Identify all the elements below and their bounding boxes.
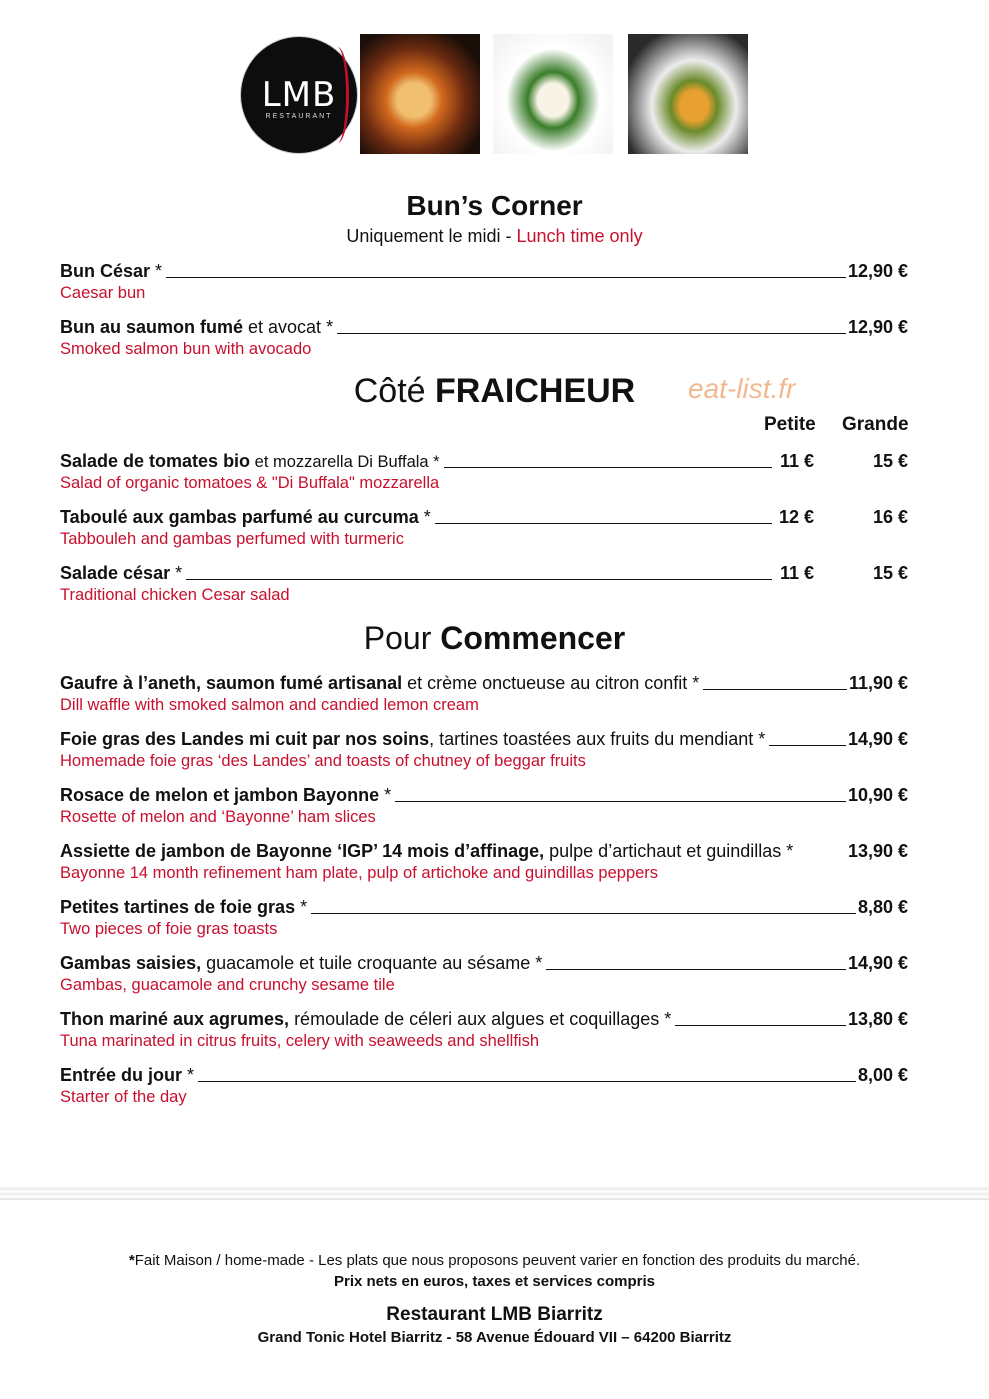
- logo-text: LMB: [261, 75, 337, 115]
- item-name-rest: *: [182, 1065, 195, 1085]
- item-price: 14,90 €: [847, 953, 908, 973]
- item-name: [60, 507, 431, 528]
- title-light: Côté: [353, 372, 436, 410]
- item-name-rest: et mozzarella Di Buffala *: [250, 453, 440, 471]
- item-price-petite: 11 €: [779, 563, 814, 583]
- menu-item: [60, 894, 908, 939]
- footer-prices-note: Prix nets en euros, taxes et services compris: [334, 1273, 655, 1290]
- menu-item: [60, 314, 908, 359]
- leader-line: [435, 522, 772, 524]
- leader-line: [769, 744, 846, 746]
- footer-address: Grand Tonic Hotel Biarritz - 58 Avenue Édouard VII – 64200 Biarritz: [257, 1329, 732, 1346]
- leader-line: [311, 912, 856, 914]
- dish-photo-plated: [628, 34, 748, 154]
- section-subtitle-buns: [0, 226, 989, 247]
- item-name-strong: Salade de tomates bio: [60, 451, 251, 471]
- menu-item: [60, 782, 908, 827]
- item-name-rest: , tartines toastées aux fruits du mendiant *: [429, 729, 766, 749]
- item-name-rest: *: [418, 507, 431, 527]
- item-name: [60, 897, 307, 918]
- item-name-rest: *: [150, 261, 163, 281]
- item-price: 11,90 €: [848, 673, 908, 693]
- item-price-grande: 16 €: [872, 507, 908, 527]
- item-name-strong: Salade césar: [60, 563, 171, 583]
- section-title-buns: Bun’s Corner: [406, 190, 583, 221]
- item-name-strong: Entrée du jour: [60, 1065, 183, 1085]
- watermark: eat-list.fr: [688, 373, 796, 404]
- menu-item: [60, 258, 908, 303]
- item-translation: Traditional chicken Cesar salad: [60, 586, 290, 604]
- item-name: [60, 673, 699, 694]
- item-price: 14,90 €: [847, 729, 908, 749]
- item-name: [60, 317, 333, 338]
- menu-item: [60, 504, 908, 549]
- leader-line: [546, 968, 846, 970]
- title-bold: Commencer: [440, 620, 626, 656]
- item-name: [60, 1065, 194, 1086]
- leader-line: [198, 1080, 856, 1082]
- leader-line: [703, 688, 847, 690]
- item-translation: Tabbouleh and gambas perfumed with turmeric: [60, 530, 404, 548]
- leader-line: [166, 276, 846, 278]
- item-name-strong: Gambas saisies,: [60, 953, 202, 973]
- menu-item: [60, 1006, 908, 1051]
- item-name: [60, 261, 162, 282]
- title-light: Pour: [363, 620, 441, 656]
- item-translation: Caesar bun: [60, 284, 146, 302]
- item-translation: Bayonne 14 month refinement ham plate, pulp of artichoke and guindillas peppers: [60, 864, 659, 882]
- logo-subtext: RESTAURANT: [265, 113, 333, 120]
- item-name-rest: et crème onctueuse au citron confit *: [402, 673, 700, 693]
- item-name-rest: et avocat *: [243, 317, 334, 337]
- column-header-grande: Grande: [842, 414, 909, 435]
- footer-star: *: [128, 1252, 135, 1269]
- item-name: [60, 563, 182, 584]
- footer-note: [0, 1252, 989, 1269]
- item-name-strong: Petites tartines de foie gras: [60, 897, 296, 917]
- item-translation: Homemade foie gras ‘des Landes’ and toasts of chutney of beggar fruits: [60, 752, 586, 770]
- item-name-strong: Thon mariné aux agrumes,: [60, 1009, 290, 1029]
- menu-item: [60, 726, 908, 771]
- item-price: 12,90 €: [847, 317, 908, 337]
- footer-homemade: Fait Maison / home-made: [134, 1252, 305, 1269]
- item-name-rest: *: [295, 897, 308, 917]
- column-header-petite: Petite: [764, 414, 816, 435]
- item-price: 13,90 €: [847, 841, 908, 861]
- item-translation: Salad of organic tomatoes & "Di Buffala" mozzarella: [60, 474, 440, 492]
- item-price: 10,90 €: [847, 785, 908, 805]
- item-name-rest: pulpe d’artichaut et guindillas *: [544, 841, 794, 861]
- leader-line: [337, 332, 846, 334]
- item-translation: Smoked salmon bun with avocado: [60, 340, 312, 358]
- item-name-strong: Gaufre à l’aneth, saumon fumé artisanal: [60, 673, 403, 693]
- item-name-strong: Foie gras des Landes mi cuit par nos soins: [60, 729, 430, 749]
- leader-line: [675, 1024, 846, 1026]
- item-price: 8,00 €: [857, 1065, 908, 1085]
- item-name-strong: Rosace de melon et jambon Bayonne: [60, 785, 380, 805]
- dish-photo-fish: [493, 34, 613, 154]
- leader-line: [444, 466, 772, 468]
- item-price: 12,90 €: [847, 261, 908, 281]
- item-translation: Dill waffle with smoked salmon and candied lemon cream: [60, 696, 479, 714]
- dish-photo-shrimp: [360, 34, 480, 154]
- item-name-rest: *: [170, 563, 183, 583]
- item-price-grande: 15 €: [872, 563, 908, 583]
- item-price: 8,80 €: [857, 897, 908, 917]
- item-name: [60, 841, 793, 862]
- leader-line: [395, 800, 846, 802]
- restaurant-logo: [240, 36, 358, 154]
- item-name: [60, 1009, 671, 1030]
- item-name: [60, 451, 440, 472]
- menu-item: [60, 950, 908, 995]
- section-title-commencer: [0, 620, 989, 657]
- title-bold: FRAICHEUR: [435, 372, 636, 410]
- item-name-strong: Taboulé aux gambas parfumé au curcuma: [60, 507, 419, 527]
- subtitle-fr: Uniquement le midi -: [346, 226, 517, 246]
- item-name-strong: Bun au saumon fumé: [60, 317, 244, 337]
- menu-item: [60, 1062, 908, 1107]
- leader-line: [186, 578, 772, 580]
- header-images: [238, 34, 758, 158]
- item-name-rest: rémoulade de céleri aux algues et coquillages *: [289, 1009, 672, 1029]
- footer-restaurant-name: Restaurant LMB Biarritz: [386, 1304, 603, 1325]
- item-name-rest: *: [379, 785, 392, 805]
- item-translation: Rosette of melon and ‘Bayonne’ ham slices: [60, 808, 376, 826]
- footer-market-note: - Les plats que nous proposons peuvent varier en fonction des produits du marché.: [304, 1252, 861, 1269]
- item-name-strong: Assiette de jambon de Bayonne ‘IGP’ 14 mois d’affinage,: [60, 841, 545, 861]
- menu-item: [60, 560, 908, 605]
- item-translation: Starter of the day: [60, 1088, 187, 1106]
- item-name: [60, 729, 765, 750]
- subtitle-en: Lunch time only: [516, 226, 643, 246]
- section-title-fraicheur: [0, 372, 989, 411]
- menu-item: [60, 838, 908, 883]
- item-name: [60, 953, 542, 974]
- item-price: 13,80 €: [847, 1009, 908, 1029]
- menu-item: [60, 448, 908, 493]
- footer-divider: [0, 1186, 989, 1200]
- item-price-grande: 15 €: [872, 451, 908, 471]
- menu-item: [60, 670, 908, 715]
- item-translation: Tuna marinated in citrus fruits, celery with seaweeds and shellfish: [60, 1032, 540, 1050]
- item-name: [60, 785, 391, 806]
- item-name-strong: Bun César: [60, 261, 151, 281]
- item-name-rest: guacamole et tuile croquante au sésame *: [201, 953, 543, 973]
- item-price-petite: 11 €: [779, 451, 814, 471]
- item-translation: Two pieces of foie gras toasts: [60, 920, 278, 938]
- item-translation: Gambas, guacamole and crunchy sesame tile: [60, 976, 395, 994]
- item-price-petite: 12 €: [778, 507, 814, 527]
